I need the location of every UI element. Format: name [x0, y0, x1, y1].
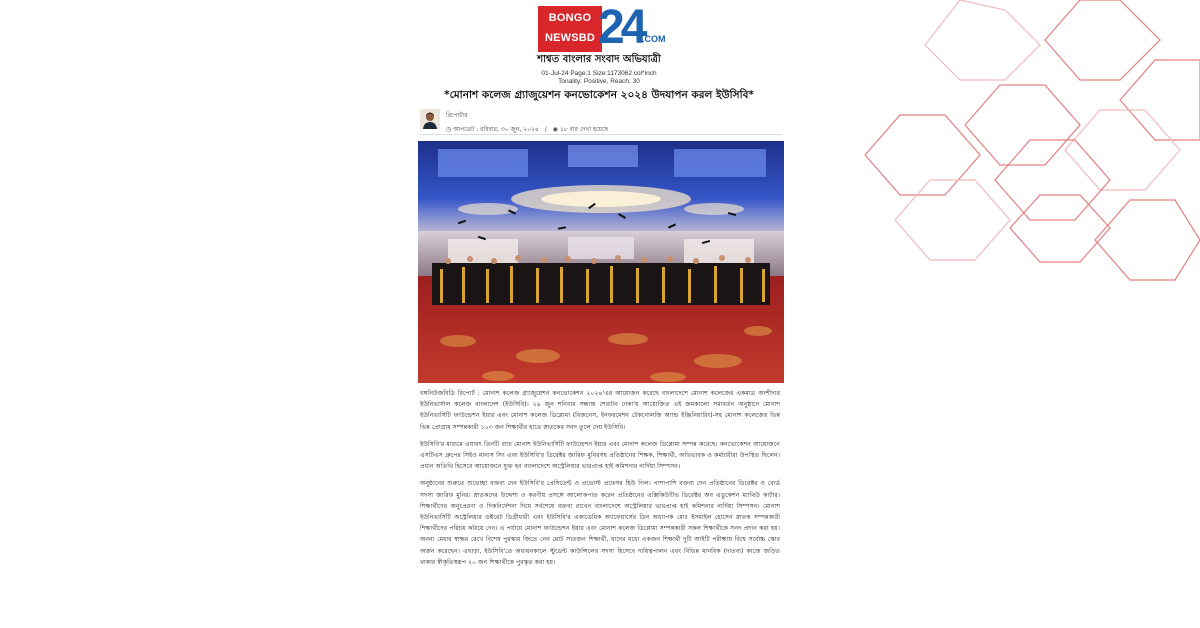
logo-text-newsbd: NEWSBD: [544, 32, 596, 44]
clip-meta-size: 01-Jul-24 Page:1 Size:1173062 col*inch: [541, 70, 657, 77]
article-date: আপডেট : রবিবার, ৩০ জুন, ২০২৪: [453, 126, 539, 133]
article-paragraph-2: ইউসিবি'র মাধ্যমে এযাবৎ তিনটি ব্যাচ মোনাশ ইউনিভার্সিটি ফাউন্ডেশন ইয়ার এবং মোনাশ কলেজ ডিপ্লোমা সম্পন্ন করেছে। কনভোকেশন আয়োজনে এসটিএস গ্রুপের সিইও মানাস সিং এবং ইউসিবি'র ডিরেক্টর জারিফ মুনিরসহ প্রতিষ্ঠানের শিক্ষক, শিক্ষার্থী, অভিভাবক ও কর্মচারীরা উপস্থিত ছিলেন। প্রধান অতিথি হিসেবে আয়োজনে যুক্ত হন বাংলাদেশে অস্ট্রেলিয়ার ভারপ্রাপ্ত হাই কমিশনার নার্দিয়া সিম্পসন।: [420, 440, 780, 471]
logo-red-block: [538, 6, 602, 52]
news-clipping: [414, 0, 784, 628]
article-paragraph-1: বঙ্গনিউজবিডি রিপোর্ট : মোনাশ কলেজ গ্র্যাজুয়েশন কনভোকেশন ২০২৪'এর আয়োজন করেছে বাংলাদেশে মোনাশ কলেজের একমাত্র অংশীদার ইউনিভার্সাল কলেজ বাংলাদেশ (ইউসিবি)। ২৯ জুন শনিবার সন্ধ্যায় শেরাটন ঢাকা'য় আয়োজিত এই জমকালো সমাবর্তন অনুষ্ঠানে মোনাশ ইউনিভার্সিটি ফাউন্ডেশন ইয়ার এবং মোনাশ কলেজ ডিপ্লোমা (বিজনেস, ইনফরমেশন টেকনোলজি অ্যান্ড ইঞ্জিনিয়ারিং)-সহ মোনাশ কলেজের ভিন্ন ভিন্ন প্রোগ্রাম সম্পন্নকারী ১০৩ জন শিক্ষার্থীর হাতে স্নাতকের সনদ তুলে দেয় ইউসিবি।: [420, 390, 780, 431]
reporter-avatar: [420, 109, 440, 129]
article-headline: *মোনাশ কলেজ গ্র্যাজুয়েশন কনভোকেশন ২০২৪ উদযাপন করল ইউসিবি*: [444, 89, 754, 101]
eye-icon: ◉: [552, 126, 558, 133]
divider: [420, 134, 782, 135]
logo-text-bongo: BONGO: [548, 12, 592, 24]
clock-icon: ◷: [446, 126, 452, 133]
site-tagline: শাশ্বত বাংলার সংবাদ অভিযাত্রী: [537, 54, 661, 65]
article-views: ১৮ বার দেখা হয়েছে: [559, 126, 609, 133]
logo-domain: .COM: [642, 34, 666, 44]
article-byline[interactable]: রিপোর্টার: [446, 112, 468, 119]
separator: /: [544, 126, 547, 133]
article-body: [420, 388, 780, 574]
convocation-photo: [418, 141, 784, 383]
article-paragraph-3: অনুষ্ঠানের শুরুতে শুভেচ্ছা বক্তব্য দেন ইউসিবি'র প্রেসিডেন্ট ও প্রভোস্ট প্রফেসর হিউ গিল। পাশাপাশি বক্তব্য দেন প্রতিষ্ঠানের ডিরেক্টর ও বোর্ড সদস্য জারিফ মুনির। স্নাতকদের উদ্দেশ্য ও করণীয় প্রসঙ্গে আলোকপাত করেন প্রতিষ্ঠানের এক্সিকিউটিভ ডিরেক্টর অব এডুকেশন ম্যাথিউ কার্টার। শিক্ষার্থীদের অনুপ্রেরণা ও দিকনির্দেশনা দিয়ে সর্বশেষে বক্তব্য রাখেন বাংলাদেশে অস্ট্রেলিয়ার ভারপ্রাপ্ত হাই কমিশনার নার্দিয়া সিম্পসন। মোনাশ ইউনিভার্সিটি অস্ট্রেলিয়ার ডক্টরেট ডিগ্রীধারী এবং ইউসিবি'র একাডেমিক অ্যাফেয়ার্সের ডিন অধ্যাপক মোঃ ইসমাইল হোসেন স্নাতক সম্পন্নকারী শিক্ষার্থীদের পরিচয় করিয়ে দেন। এ পর্যায়ে মোনাশ ফাউন্ডেশন ইয়ার এবং মোনাশ কলেজ ডিপ্লোমা সম্পন্নকারী সকল শিক্ষার্থীকে সনদ প্রদান করা হয়। অনন্য মেধার স্বাক্ষর রেখে বিশেষ পুরস্কার জিতে নেন মোট সাতজন শিক্ষার্থী, যাদের মধ্যে একজন শিক্ষার্থী দুটি আইটি পরীক্ষায় বিশ্বে সর্বোচ্চ স্কোর অর্জন করেছেন। এছাড়া, ইউসিবি'তে অধ্যয়নকালে স্টুডেন্ট কাউন্সিলের সদস্য হিসেবে দায়িত্বপালন এবং বিভিন্ন মানবিক (দাতব্য) কাজে জড়িত থাকার স্বীকৃতিস্বরূপ ২০ জন শিক্ষার্থীকে পুরস্কৃত করা হয়।: [420, 480, 780, 566]
site-logo[interactable]: [538, 1, 666, 56]
clip-meta-tonality: Tonality: Positive, Reach: 30: [558, 78, 640, 85]
logo-number: 24: [598, 1, 644, 54]
